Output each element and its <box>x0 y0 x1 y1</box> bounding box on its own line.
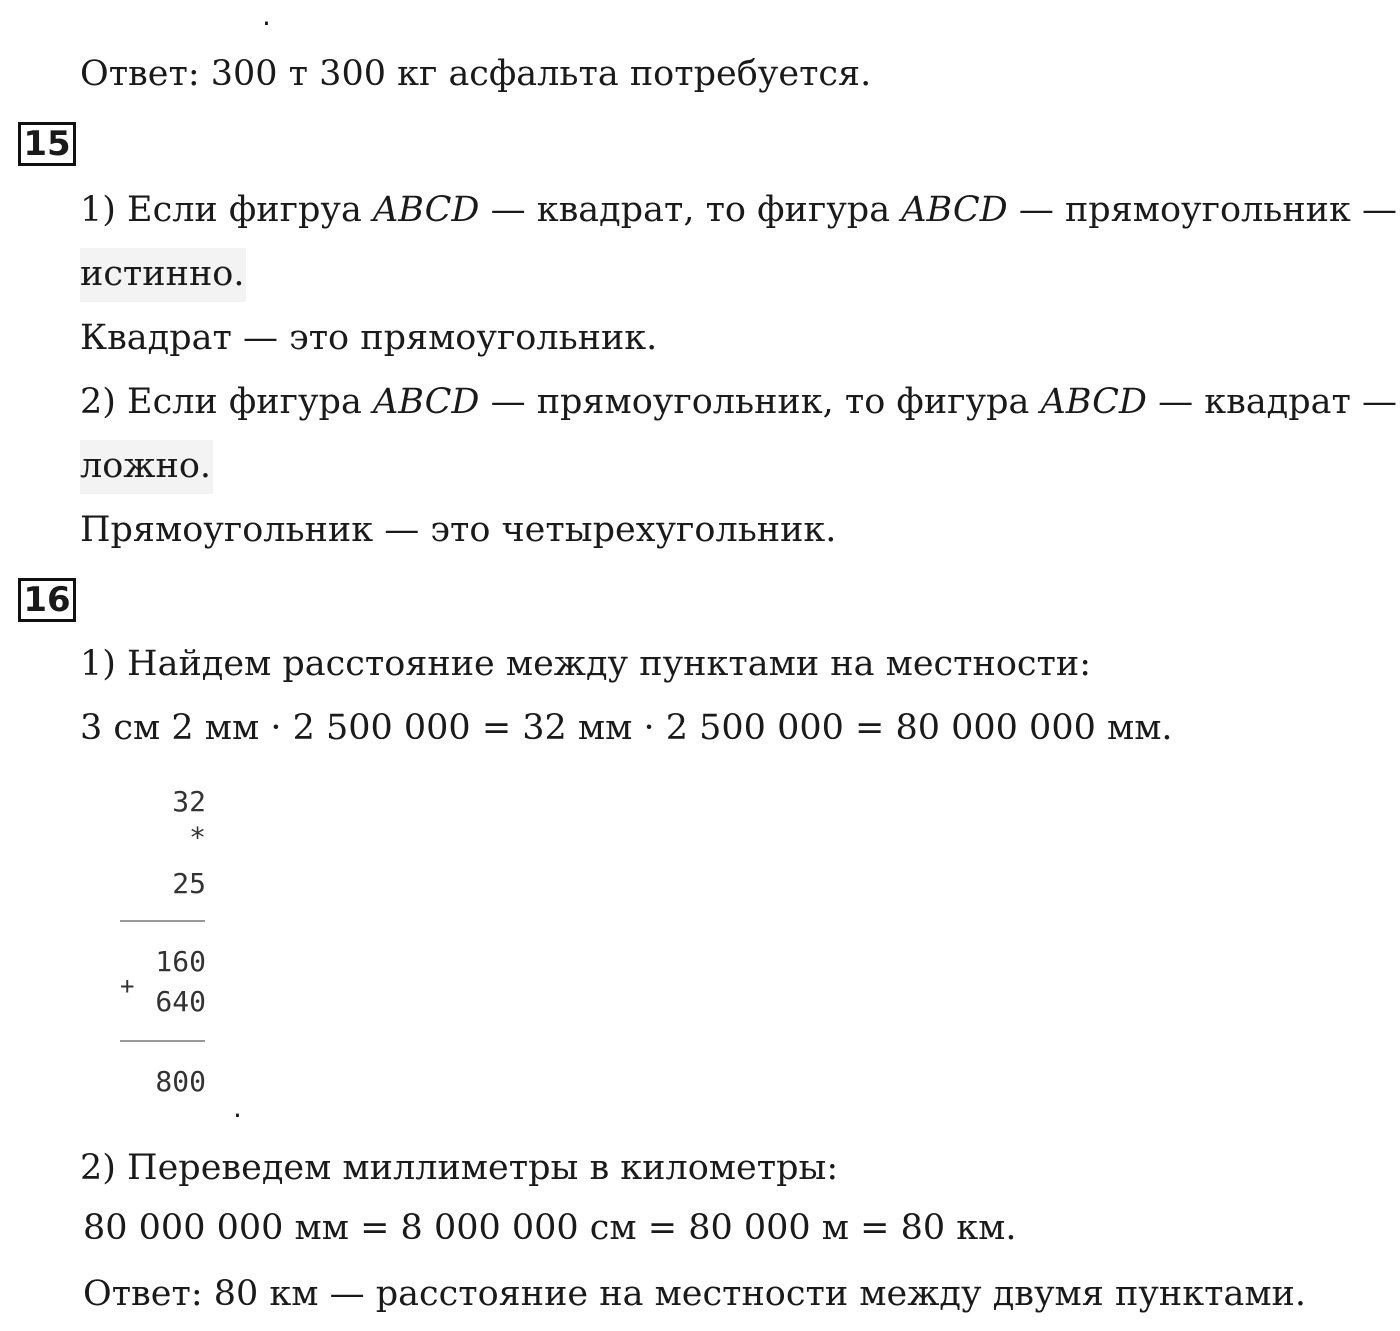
task16-answer: Ответ: 80 км — расстояние на местности между двумя пунктами. <box>83 1274 1307 1314</box>
text: — прямоугольник — <box>1007 190 1397 230</box>
task16-step-2: 2) Переведем миллиметры в километры: <box>80 1148 839 1188</box>
math-abcd: ABCD <box>1040 382 1147 422</box>
verdict-false: ложно. <box>80 440 213 494</box>
task-number-16: 16 <box>18 578 76 622</box>
text: — прямоугольник, то фигура <box>479 382 1041 422</box>
factor-1: 32 <box>172 785 206 818</box>
divider-line <box>120 920 205 922</box>
task15-explanation-2: Прямоугольник — это четырехугольник. <box>80 510 837 550</box>
product-result: 800 <box>155 1065 206 1098</box>
math-abcd: ABCD <box>372 382 480 422</box>
task15-statement-1 <box>80 188 1397 232</box>
answer-task-14: Ответ: 300 т 300 кг асфальта потребуется. <box>80 54 872 94</box>
factor-2: 25 <box>172 867 206 900</box>
task-number-15: 15 <box>18 122 76 166</box>
task16-calculation: 3 см 2 мм · 2 500 000 = 32 мм · 2 500 000 = 80 000 000 мм. <box>80 708 1173 748</box>
task15-explanation-1: Квадрат — это прямоугольник. <box>80 318 658 358</box>
math-abcd: ABCD <box>372 190 480 230</box>
plus-sign: + <box>120 972 135 1000</box>
text: — квадрат — <box>1146 382 1397 422</box>
partial-product-1: 160 <box>155 945 206 978</box>
task15-verdict-2 <box>80 444 213 488</box>
task16-step-1: 1) Найдем расстояние между пунктами на местности: <box>80 644 1092 684</box>
text: 2) Если фигура <box>80 382 373 422</box>
trailing-dot: . <box>233 1091 242 1124</box>
text: — квадрат, то фигура <box>479 190 902 230</box>
task15-statement-2 <box>80 380 1397 424</box>
divider-line <box>120 1040 205 1042</box>
math-abcd: ABCD <box>901 190 1008 230</box>
multiply-sign: * <box>189 821 206 854</box>
text: 1) Если фигруа <box>80 190 373 230</box>
verdict-true: истинно. <box>80 248 246 302</box>
task15-verdict-1 <box>80 252 246 296</box>
stray-dot: . <box>262 0 271 32</box>
partial-product-2: 640 <box>155 985 206 1018</box>
task16-conversion: 80 000 000 мм = 8 000 000 см = 80 000 м = 80 км. <box>83 1208 1017 1248</box>
